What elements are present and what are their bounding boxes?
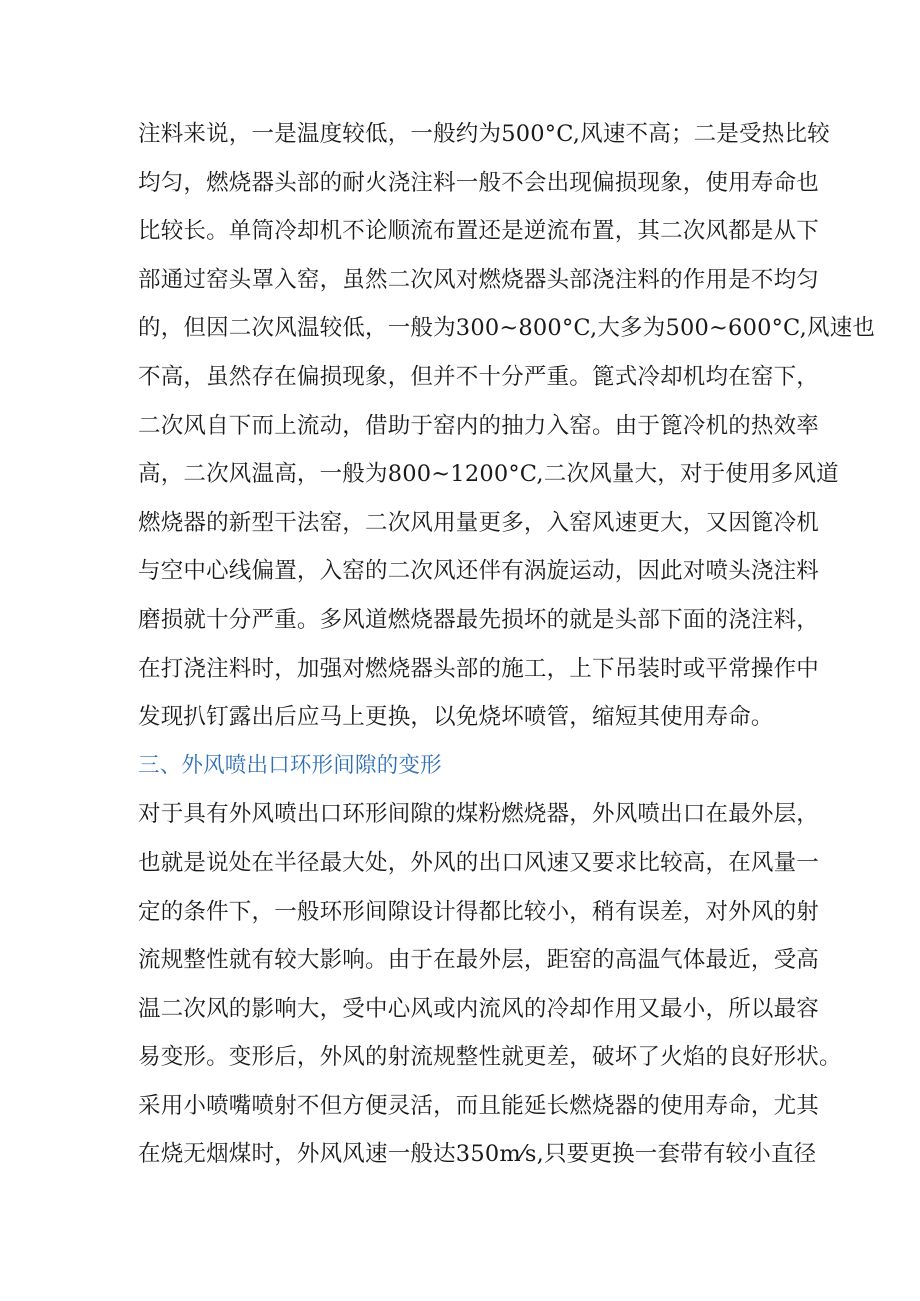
paragraph-line: 流规整性就有较大影响。由于在最外层，距窑的高温气体最近，受高 [138,947,820,974]
paragraph-line: 采用小喷嘴喷射不但方便灵活，而且能延长燃烧器的使用寿命，尤其 [138,1092,820,1119]
paragraph-line: 易变形。变形后，外风的射流规整性就更差，破坏了火焰的良好形状。 [138,1044,842,1071]
paragraph-line: 燃烧器的新型干法窑，二次风用量更多，入窑风速更大，又因篦冷机 [138,509,820,536]
paragraph-line: 均匀，燃烧器头部的耐火浇注料一般不会出现偏损现象，使用寿命也 [138,169,820,196]
paragraph-line: 部通过窑头罩入窑，虽然二次风对燃烧器头部浇注料的作用是不均匀 [138,266,820,293]
paragraph-line: 温二次风的影响大，受中心风或内流风的冷却作用又最小，所以最容 [138,995,820,1022]
paragraph-line: 二次风自下而上流动，借助于窑内的抽力入窑。由于篦冷机的热效率 [138,412,820,439]
paragraph-line: 对于具有外风喷出口环形间隙的煤粉燃烧器，外风喷出口在最外层， [138,801,820,828]
paragraph-line: 定的条件下，一般环形间隙设计得都比较小，稍有误差，对外风的射 [138,898,820,925]
paragraph-line: 在打浇注料时，加强对燃烧器头部的施工，上下吊装时或平常操作中 [138,655,820,682]
paragraph-line: 的，但因二次风温较低，一般为300~800°C,大多为500~600°C,风速也 [138,315,876,342]
paragraph-line: 高，二次风温高，一般为800~1200°C,二次风量大，对于使用多风道 [138,461,839,488]
paragraph-line: 与空中心线偏置，入窑的二次风还伴有涡旋运动，因此对喷头浇注料 [138,558,820,585]
paragraph-line: 也就是说处在半径最大处，外风的出口风速又要求比较高，在风量一 [138,849,820,876]
document-body [138,110,876,1179]
paragraph-line: 磨损就十分严重。多风道燃烧器最先损坏的就是头部下面的浇注料， [138,606,820,633]
paragraph-line: 在烧无烟煤时，外风风速一般达350m⁄s,只要更换一套带有较小直径 [138,1141,817,1168]
section-heading: 三、外风喷出口环形间隙的变形 [138,752,442,778]
paragraph-line: 发现扒钉露出后应马上更换，以免烧坏喷管，缩短其使用寿命。 [138,704,774,731]
paragraph-line: 注料来说，一是温度较低，一般约为500°C,风速不高；二是受热比较 [138,121,830,147]
paragraph-line: 比较长。单筒冷却机不论顺流布置还是逆流布置，其二次风都是从下 [138,218,820,245]
paragraph-line: 不高，虽然存在偏损现象，但并不十分严重。篦式冷却机均在窑下， [138,363,820,390]
